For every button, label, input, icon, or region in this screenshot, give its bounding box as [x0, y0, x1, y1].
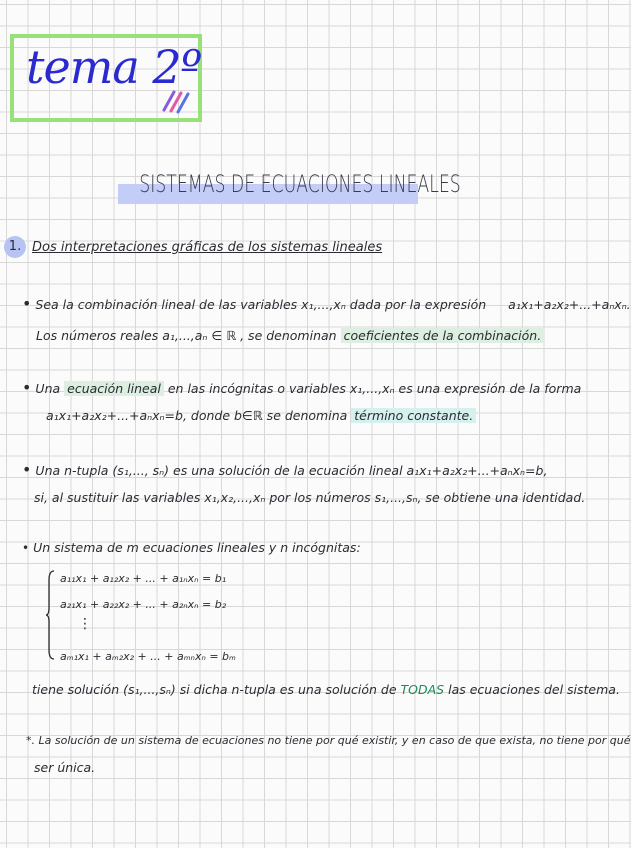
note-line-1: *. La solución de un sistema de ecuaciones no tiene por qué existir, y en caso de que exista, no tiene por qué [26, 734, 631, 747]
note-line-2: ser única. [34, 760, 96, 775]
system-dots: ⋮ [78, 616, 92, 632]
section-title: Dos interpretaciones gráficas de los sistemas lineales [32, 240, 383, 255]
constant-term: término constante. [351, 408, 476, 423]
bullet-dot-icon: • [22, 460, 32, 479]
conclusion-text: tiene solución (s₁,...,sₙ) si dicha n-tupla es una solución de [32, 682, 397, 697]
bullet-2-line-2 [46, 408, 476, 423]
bullet-3-line-1 [22, 460, 547, 479]
section-heading: SISTEMAS DE ECUACIONES LINEALES [139, 170, 461, 198]
bullet-1-text-2: Los números reales a₁,...,aₙ ∈ ℝ , se denominan [36, 328, 337, 343]
bullet-3-line-2: si, al sustituir las variables x₁,x₂,...,xₙ por los números s₁,...,sₙ, se obtiene una identidad. [34, 490, 586, 505]
coefficients-term: coeficientes de la combinación. [341, 328, 545, 343]
bullet-1-line-2 [36, 328, 544, 343]
conclusion-line [32, 682, 620, 697]
bullet-4-text: Un sistema de m ecuaciones lineales y n incógnitas: [33, 540, 361, 555]
page-title: tema 2º [26, 40, 202, 94]
bullet-2-line-1 [22, 378, 581, 397]
decorative-stripes-icon [160, 86, 194, 114]
linear-equation-term: ecuación lineal [64, 381, 164, 396]
conclusion-text-b: las ecuaciones del sistema. [448, 682, 620, 697]
bullet-2-text-b: en las incógnitas o variables x₁,...,xₙ es una expresión de la forma [167, 381, 582, 396]
bullet-2-text-2: a₁x₁+a₂x₂+...+aₙxₙ=b, donde b∈ℝ se denomina [46, 408, 348, 423]
section-number: 1. [4, 236, 26, 258]
bullet-1-line-1 [22, 294, 631, 313]
system-equation-2: a₂₁x₁ + a₂₂x₂ + ... + a₂ₙxₙ = b₂ [60, 598, 227, 611]
bullet-4-line-1 [22, 540, 361, 555]
bullet-dot-icon: • [22, 294, 32, 313]
bullet-3-text: Una n-tupla (s₁,..., sₙ) es una solución de la ecuación lineal a₁x₁+a₂x₂+...+aₙxₙ=b, [35, 463, 548, 478]
todas-emphasis: TODAS [400, 682, 445, 697]
bullet-dot-icon: • [22, 541, 30, 555]
bullet-1-text: Sea la combinación lineal de las variables x₁,...,xₙ dada por la expresión [35, 297, 487, 312]
bullet-1-expression: a₁x₁+a₂x₂+...+aₙxₙ. [508, 297, 631, 312]
system-equation-m: aₘ₁x₁ + aₘ₂x₂ + ... + aₘₙxₙ = bₘ [60, 650, 236, 663]
bullet-dot-icon: • [22, 378, 32, 397]
system-equation-1: a₁₁x₁ + a₁₂x₂ + ... + a₁ₙxₙ = b₁ [60, 572, 227, 585]
system-brace-icon [46, 570, 56, 660]
bullet-2-text: Una [35, 381, 61, 396]
